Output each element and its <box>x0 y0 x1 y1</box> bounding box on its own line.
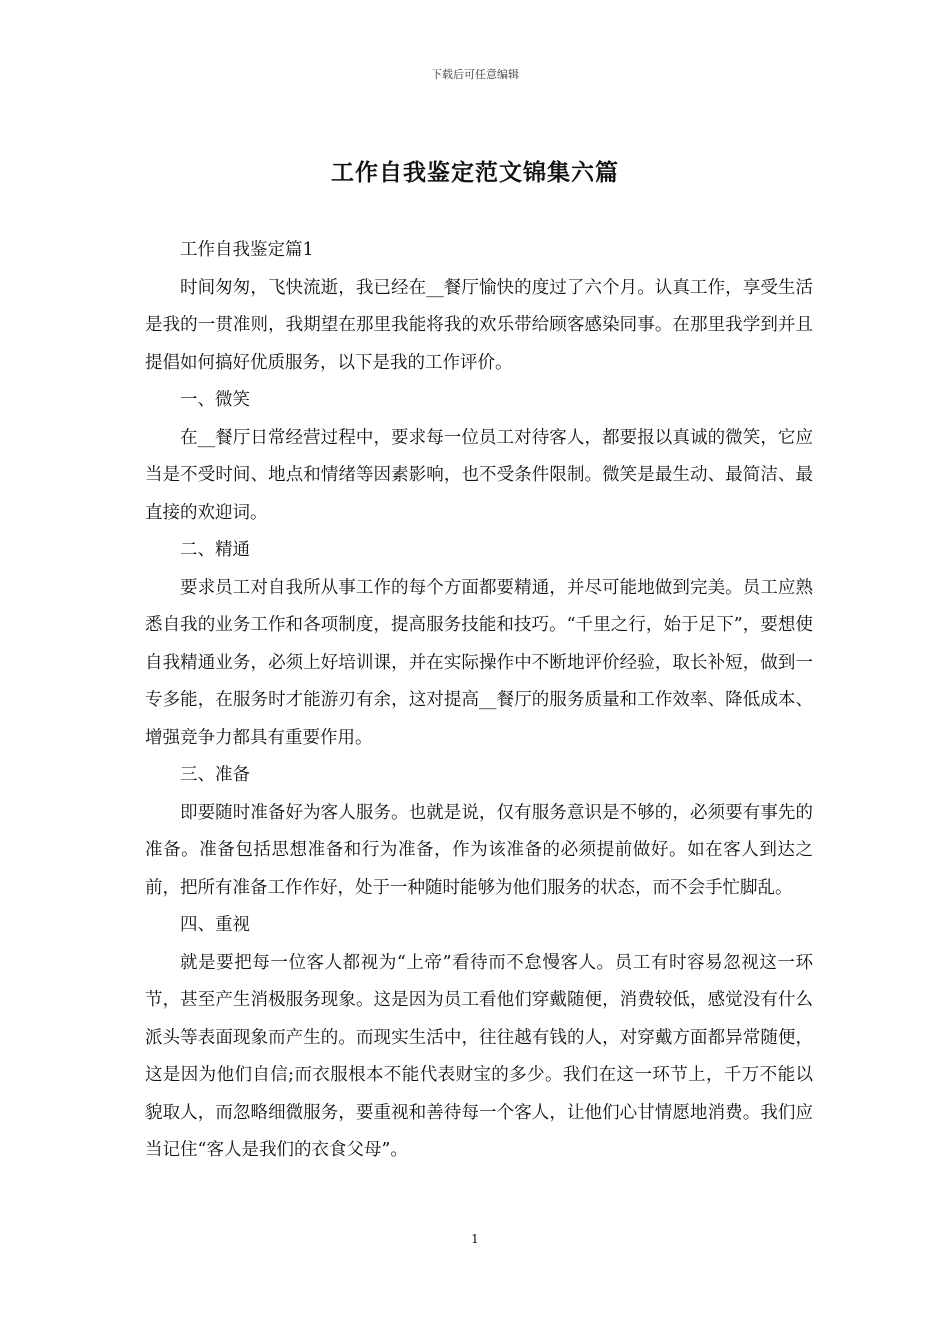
body-paragraph: 在__餐厅日常经营过程中，要求每一位员工对待客人，都要报以真诚的微笑，它应当是不受时间、地点和情绪等因素影响，也不受条件限制。微笑是最生动、最简洁、最直接的欢迎词。 <box>145 427 813 523</box>
section-heading: 工作自我鉴定篇1 <box>180 240 314 260</box>
body-paragraph: 即要随时准备好为客人服务。也就是说，仅有服务意识是不够的，必须要有事先的准备。准备包括思想准备和行为准备，作为该准备的必须提前做好。如在客人到达之前，把所有准备工作作好，处于一种随时能够为他们服务的状态，而不会手忙脚乱。 <box>145 802 813 898</box>
page-number: 1 <box>471 1232 479 1246</box>
header-note: 下载后可任意编辑 <box>431 68 519 81</box>
body-paragraph: 时间匆匆，飞快流逝，我已经在__餐厅愉快的度过了六个月。认真工作，享受生活是我的一贯准则，我期望在那里我能将我的欢乐带给顾客感染同事。在那里我学到并且提倡如何搞好优质服务，以下是我的工作评价。 <box>145 277 813 373</box>
body-paragraph: 就是要把每一位客人都视为“上帝”看待而不怠慢客人。员工有时容易忽视这一环节，甚至产生消极服务现象。这是因为员工看他们穿戴随便，消费较低，感觉没有什么派头等表面现象而产生的。而现实生活中，往往越有钱的人，对穿戴方面都异常随便，这是因为他们自信;而衣服根本不能代表财宝的多少。我们在这一环节上，千万不能以貌取人，而忽略细微服务，要重视和善待每一个客人，让他们心甘情愿地消费。我们应当记住“客人是我们的衣食父母”。 <box>145 952 813 1160</box>
body-paragraph: 要求员工对自我所从事工作的每个方面都要精通，并尽可能地做到完美。员工应熟悉自我的业务工作和各项制度，提高服务技能和技巧。“千里之行，始于足下”，要想使自我精通业务，必须上好培训课，并在实际操作中不断地评价经验，取长补短，做到一专多能，在服务时才能游刃有余，这对提高__餐厅的服务质量和工作效率、降低成本、增强竞争力都具有重要作用。 <box>145 577 813 748</box>
section-heading: 四、重视 <box>180 915 250 935</box>
section-heading: 二、精通 <box>180 540 250 560</box>
section-heading: 一、微笑 <box>180 390 250 410</box>
section-heading: 三、准备 <box>180 765 250 785</box>
document-body <box>145 232 813 1170</box>
document-title: 工作自我鉴定范文锦集六篇 <box>331 159 619 186</box>
